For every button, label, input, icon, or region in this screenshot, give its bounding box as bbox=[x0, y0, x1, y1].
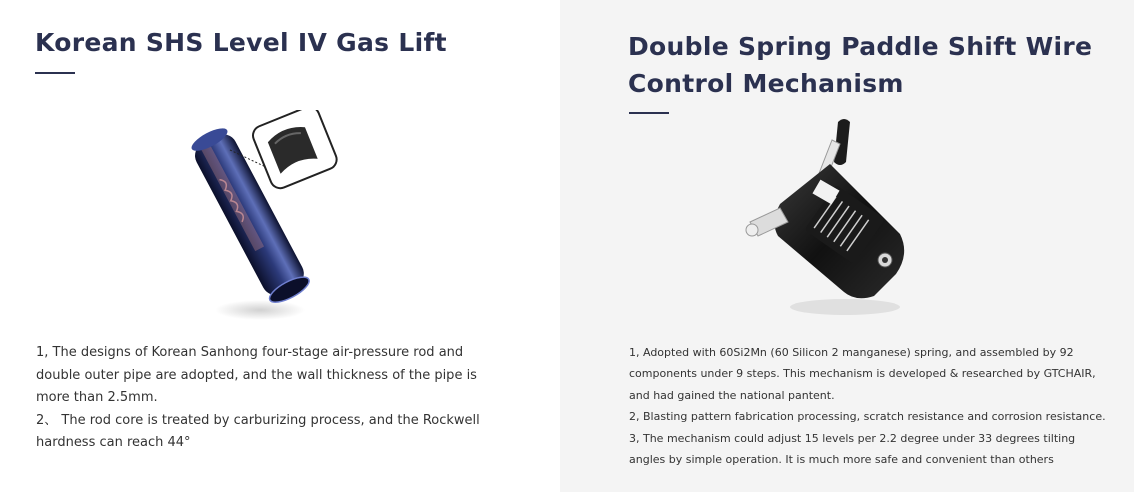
title-underline bbox=[629, 112, 669, 114]
mechanism-description bbox=[629, 342, 1109, 470]
mechanism-image bbox=[720, 112, 920, 322]
gas-lift-section bbox=[0, 0, 560, 492]
gas-lift-line-1: 1, The designs of Korean Sanhong four-stage air-pressure rod and double outer pipe are adopted, and the wall thickness of the pipe is more than 2.5mm. bbox=[36, 345, 477, 405]
mechanism-line-1: 1, Adopted with 60Si2Mn (60 Silicon 2 manganese) spring, and assembled by 92 components under 9 steps. This mechanism is developed & researched by GTCHAIR, and had gained the national pantent. bbox=[629, 346, 1096, 402]
gas-lift-description bbox=[36, 342, 506, 455]
gas-lift-line-2: 2、 The rod core is treated by carburizing process, and the Rockwell hardness can reach 44° bbox=[36, 412, 480, 450]
gas-lift-title: Korean SHS Level IV Gas Lift bbox=[35, 28, 447, 57]
mechanism-title: Double Spring Paddle Shift Wire Control Mechanism bbox=[628, 32, 1093, 98]
mechanism-line-3: 3, The mechanism could adjust 15 levels per 2.2 degree under 33 degrees tilting angles by simple operation. It is much more safe and convenient than others bbox=[629, 431, 1076, 467]
mechanism-section bbox=[560, 0, 1134, 492]
gas-lift-image bbox=[160, 110, 340, 330]
mechanism-line-2: 2, Blasting pattern fabrication processing, scratch resistance and corrosion resistance. bbox=[629, 410, 1106, 424]
title-underline bbox=[35, 72, 75, 74]
